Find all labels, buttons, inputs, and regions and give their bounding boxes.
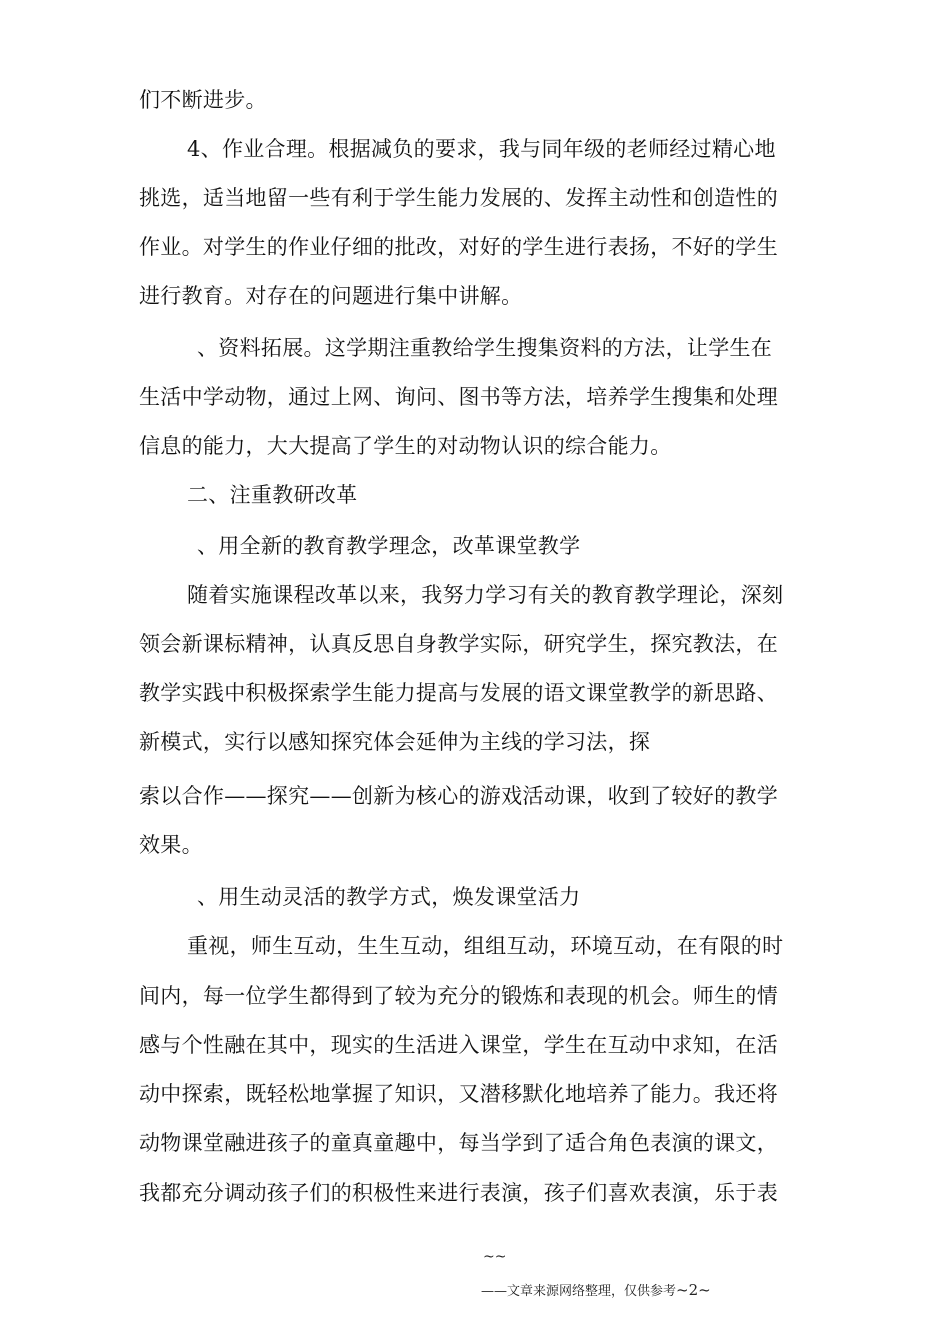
text-line: 作业。对学生的作业仔细的批改，对好的学生进行表扬，不好的学生 [139, 235, 778, 259]
text-line: 动中探索，既轻松地掌握了知识，又潜移默化地培养了能力。我还将 [139, 1082, 778, 1106]
text-line: 4、作业合理。根据减负的要求，我与同年级的老师经过精心地 [187, 137, 776, 161]
footer-mark: ~~ [483, 1249, 507, 1265]
text-line: 教学实践中积极探索学生能力提高与发展的语文课堂教学的新思路、 [139, 681, 778, 705]
subsection-heading: 、用全新的教育教学理念，改革课堂教学 [197, 534, 581, 558]
text-line: 间内，每一位学生都得到了较为充分的锻炼和表现的机会。师生的情 [139, 984, 778, 1008]
text-line: 随着实施课程改革以来，我努力学习有关的教育教学理论，深刻 [187, 583, 784, 607]
text-line: 们不断进步。 [139, 88, 267, 112]
section-heading: 二、注重教研改革 [187, 483, 358, 507]
text-line: 我都充分调动孩子们的积极性来进行表演，孩子们喜欢表演，乐于表 [139, 1181, 778, 1205]
text-line: 效果。 [139, 833, 203, 857]
page-number: ~2~ [676, 1281, 711, 1299]
footer-source-note: ——文章来源网络整理，仅供参考 [481, 1284, 677, 1299]
text-line: 感与个性融在其中，现实的生活进入课堂，学生在互动中求知，在活 [139, 1033, 778, 1057]
text-line: 挑选，适当地留一些有利于学生能力发展的、发挥主动性和创造性的 [139, 186, 778, 210]
text-line: 生活中学动物，通过上网、询问、图书等方法，培养学生搜集和处理 [139, 385, 778, 409]
text-line: 领会新课标精神，认真反思自身教学实际，研究学生，探究教法，在 [139, 632, 778, 656]
text-line: 动物课堂融进孩子的童真童趣中，每当学到了适合角色表演的课文， [139, 1131, 778, 1155]
text-line: 、资料拓展。这学期注重教给学生搜集资料的方法，让学生在 [197, 336, 773, 360]
text-line: 进行教育。对存在的问题进行集中讲解。 [139, 284, 523, 308]
text-line: 信息的能力，大大提高了学生的对动物认识的综合能力。 [139, 434, 672, 458]
text-line: 重视，师生互动，生生互动，组组互动，环境互动，在有限的时 [187, 934, 784, 958]
footer [481, 1280, 711, 1302]
text-line: 新模式，实行以感知探究体会延伸为主线的学习法，探 [139, 730, 651, 754]
text-line: 索以合作——探究——创新为核心的游戏活动课，收到了较好的教学 [139, 784, 778, 808]
subsection-heading: 、用生动灵活的教学方式，焕发课堂活力 [197, 885, 581, 909]
